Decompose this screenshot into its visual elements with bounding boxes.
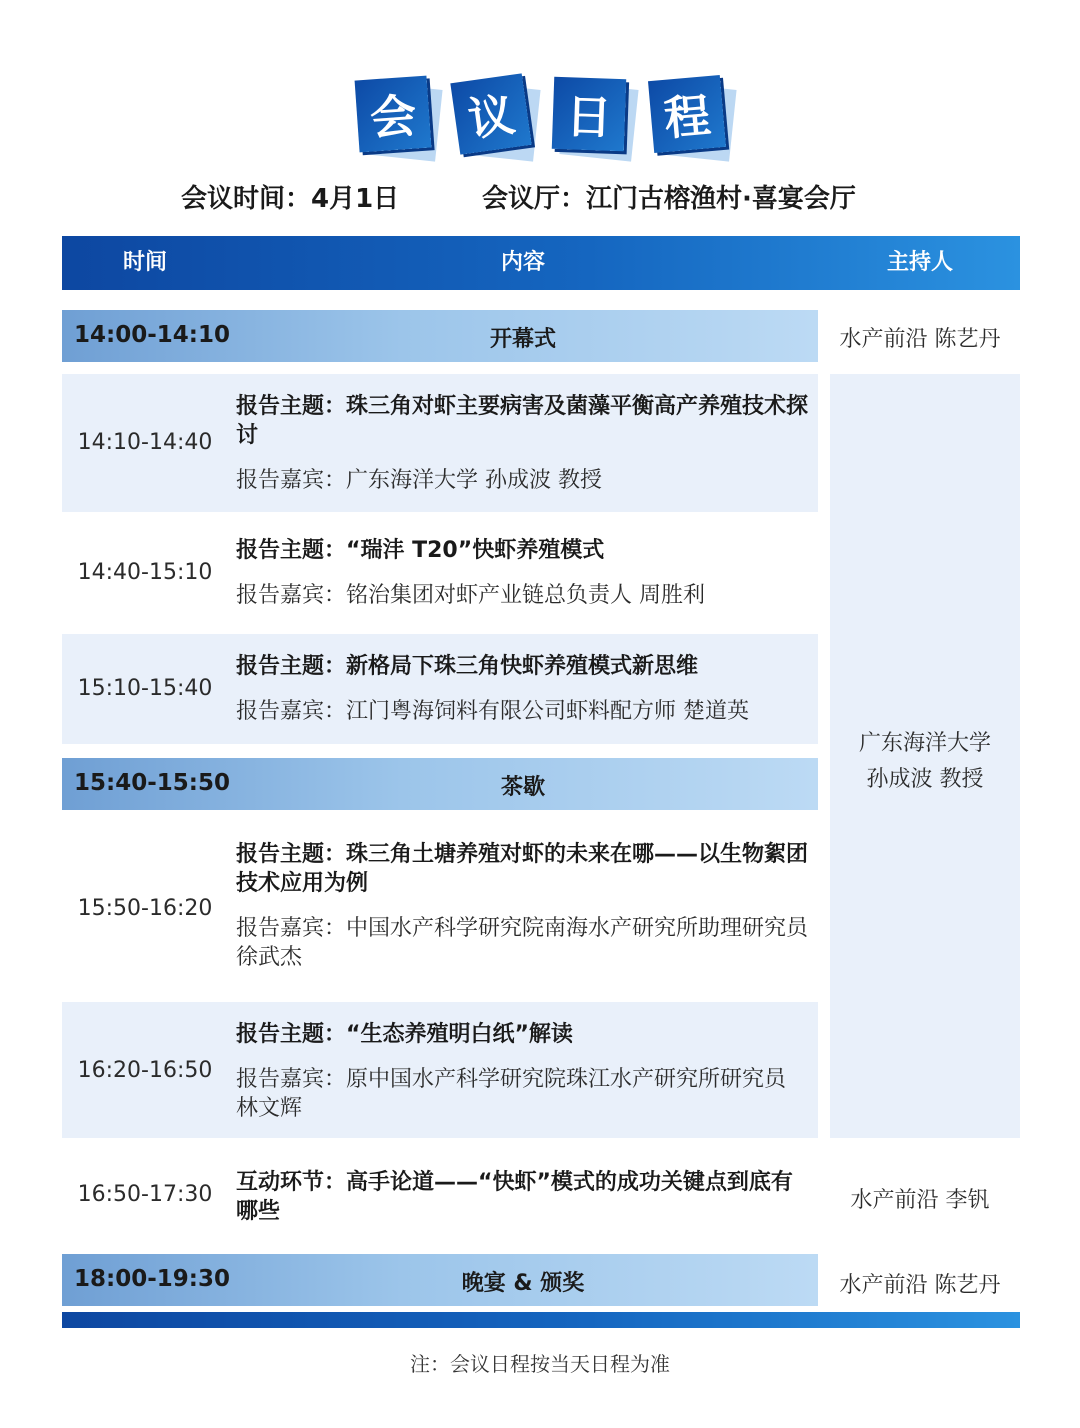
- column-header-host: 主持人: [886, 250, 953, 275]
- title-tile: 日: [553, 78, 625, 150]
- schedule-row: [62, 374, 818, 512]
- row-time: 15:10-15:40: [77, 676, 213, 701]
- row-host: 水产前沿 陈艺丹: [839, 1273, 1001, 1298]
- column-header-time: 时间: [122, 250, 167, 275]
- schedule-band-break: [62, 758, 818, 810]
- schedule-row: [62, 514, 818, 632]
- title-tile: 议: [455, 78, 527, 150]
- meeting-hall: 会议厅：江门古榕渔村·喜宴会厅: [482, 184, 856, 214]
- row-host: 水产前沿 陈艺丹: [839, 327, 1001, 352]
- row-time: 16:20-16:50: [77, 1058, 213, 1083]
- band-title: 开幕式: [489, 327, 556, 352]
- shared-host-line2: 孙成波 教授: [866, 767, 984, 792]
- row-time: 15:50-16:20: [77, 896, 213, 921]
- row-guest: 报告嘉宾：广东海洋大学 孙成波 教授: [236, 468, 602, 493]
- schedule-row: [62, 634, 818, 744]
- schedule-row: [62, 1150, 818, 1242]
- title-tile: 程: [651, 78, 723, 150]
- footer-note: 注：会议日程按当天日程为准: [410, 1352, 670, 1376]
- band-title: 晚宴 & 颁奖: [461, 1271, 585, 1296]
- row-guest: 报告嘉宾：原中国水产科学研究院珠江水产研究所研究员 林文辉: [236, 1067, 787, 1121]
- row-guest: 报告嘉宾：中国水产科学研究院南海水产研究所助理研究员 徐武杰: [236, 916, 809, 970]
- schedule-band-dinner: [62, 1254, 818, 1306]
- row-time: 18:00-19:30: [74, 1266, 230, 1292]
- row-time: 14:10-14:40: [77, 430, 213, 455]
- row-guest: 报告嘉宾：江门粤海饲料有限公司虾料配方师 楚道英: [236, 699, 749, 724]
- schedule-band-opening: [62, 310, 818, 362]
- row-time: 14:40-15:10: [77, 560, 213, 585]
- row-topic: 互动环节：高手论道——“快虾”模式的成功关键点到底有哪些: [236, 1170, 793, 1224]
- row-time: 16:50-17:30: [77, 1182, 213, 1207]
- schedule-row: [62, 822, 818, 1000]
- row-topic: 报告主题：“生态养殖明白纸”解读: [236, 1022, 573, 1047]
- page-title: [0, 78, 1080, 150]
- column-header-content: 内容: [500, 250, 545, 275]
- shared-host-line1: 广东海洋大学: [858, 731, 991, 756]
- table-header: [62, 236, 1020, 290]
- row-host: 水产前沿 李钒: [850, 1188, 990, 1213]
- band-title: 茶歇: [500, 775, 545, 800]
- row-time: 14:00-14:10: [74, 322, 230, 348]
- shared-host-cell: [830, 374, 1020, 1138]
- row-topic: 报告主题：新格局下珠三角快虾养殖模式新思维: [236, 654, 699, 679]
- row-guest: 报告嘉宾：铭治集团对虾产业链总负责人 周胜利: [236, 583, 705, 608]
- title-tile: 会: [357, 78, 429, 150]
- row-topic: 报告主题：“瑞沣 T20”快虾养殖模式: [236, 538, 605, 563]
- row-topic: 报告主题：珠三角土塘养殖对虾的未来在哪——以生物絮团技术应用为例: [236, 842, 809, 896]
- row-topic: 报告主题：珠三角对虾主要病害及菌藻平衡高产养殖技术探讨: [236, 394, 809, 448]
- meeting-time: 会议时间：4月1日: [181, 184, 400, 214]
- schedule-row: [62, 1002, 818, 1138]
- row-time: 15:40-15:50: [74, 770, 230, 796]
- meeting-info: [0, 178, 1080, 218]
- footer-bar: [62, 1312, 1020, 1328]
